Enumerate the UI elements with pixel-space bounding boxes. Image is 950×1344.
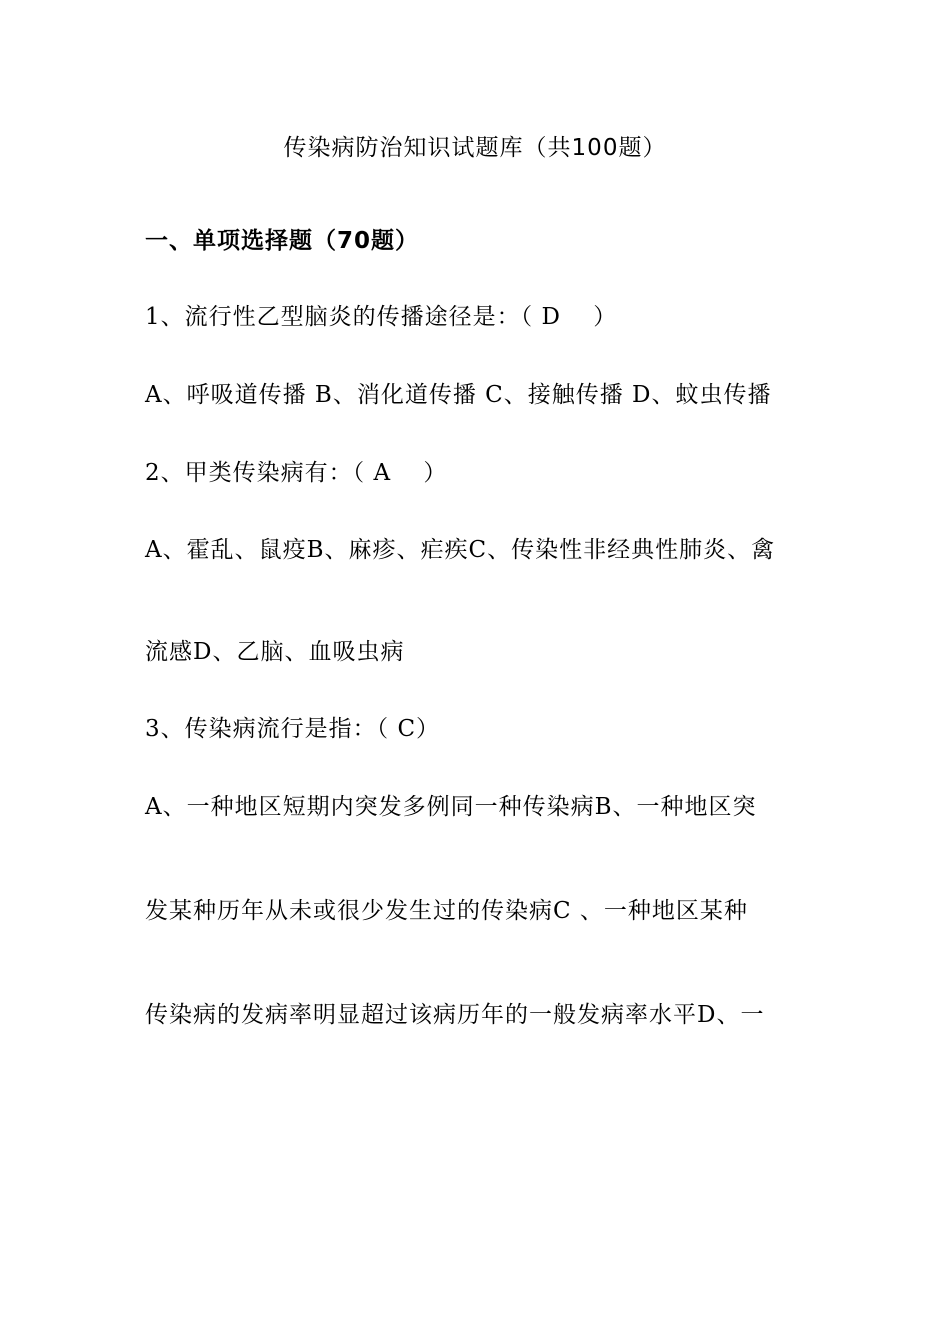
question-2-options-line-2: 流感D、乙脑、血吸虫病	[145, 639, 405, 665]
question-3-options-line-3: 传染病的发病率明显超过该病历年的一般发病率水平D、一	[145, 1002, 765, 1028]
question-1-options: A、呼吸道传播 B、消化道传播 C、接触传播 D、蚊虫传播	[145, 382, 772, 408]
question-3-options-line-1: A、一种地区短期内突发多例同一种传染病B、一种地区突	[145, 794, 757, 820]
question-3-options-line-2: 发某种历年从未或很少发生过的传染病C 、一种地区某种	[145, 898, 748, 924]
section-heading: 一、单项选择题（70题）	[145, 228, 420, 254]
question-3: 3、传染病流行是指：（ C）	[145, 716, 441, 742]
question-1: 1、流行性乙型脑炎的传播途径是：（ D ）	[145, 304, 618, 330]
question-2: 2、甲类传染病有：（ A ）	[145, 460, 448, 486]
question-2-options-line-1: A、霍乱、鼠疫B、麻疹、疟疾C、传染性非经典性肺炎、禽	[145, 537, 776, 563]
document-title: 传染病防治知识试题库（共100题）	[283, 135, 667, 161]
